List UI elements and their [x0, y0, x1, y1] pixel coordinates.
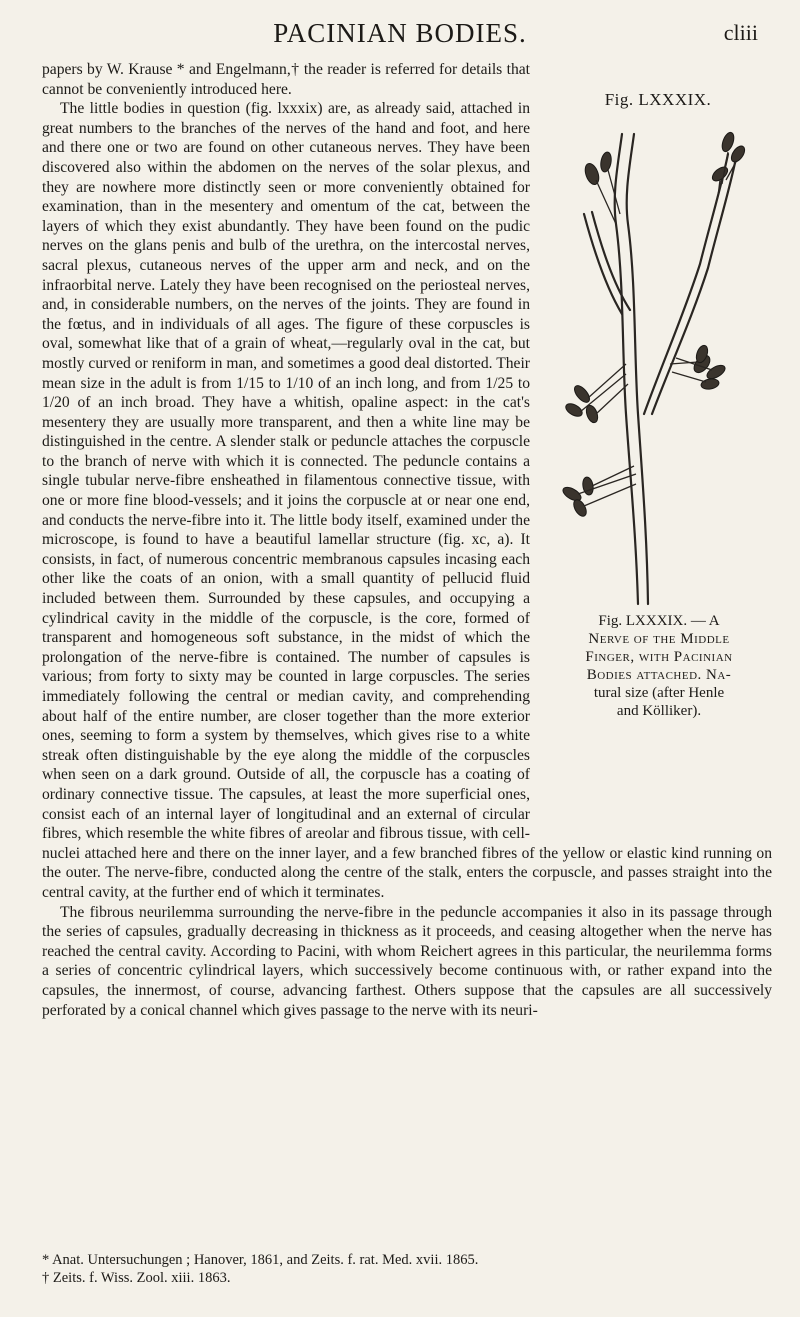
caption-line-4: Bodies attached. Na- — [586, 667, 732, 683]
page-number: cliii — [723, 20, 758, 45]
page-header — [0, 18, 800, 58]
footnote-1: * Anat. Untersuchungen ; Hanover, 1861, and Zeits. f. rat. Med. xvii. 1865. — [42, 1252, 479, 1268]
caption-line-5: tural size (after Henle — [593, 685, 725, 701]
paragraph-intro: papers by W. Krause * and Engelmann,† the reader is referred for details that cannot be conveniently introduced here. — [42, 61, 530, 98]
paragraph-neurilemma: The fibrous neurilemma surrounding the nerve-fibre in the peduncle accompanies it also in its passage through the series of capsules, gradually decreasing in thickness as it proceeds, and ceasing altogether when the nerve has reached the central cavity. According to Pacini, with whom Reichert agrees in this particular, the neurilemma forms a series of concentric cylindrical layers, which successively become continuous with, or rather expand into the capsules, the innermost, of course, advancing farthest. Others suppose that the capsules are all successively perforated by a conical channel which gives passage to the nerve with its neuri- — [42, 903, 772, 1019]
paragraph-main: The little bodies in question (fig. lxxxix) are, as already said, attached in great numbers to the branches of the nerves of the hand and foot, and here and there one or two are found on other cutaneous nerves. They have been discovered also within the abdomen on the nerves of the solar plexus, and they are nowhere more distinctly seen or more conveniently obtained for examination, than in the mesentery and omentum of the cat, between the layers of which they exist abundantly. They have been found on the pudic nerves on the glans penis and bulb of the urethra, on the intercostal nerves, sacral plexus, cutaneous nerves of the upper arm and neck, and on the infraorbital nerve. Lately they have been recognised on the periosteal nerves, and, in considerable numbers, on the nerves of the joints. They are found in the fœtus, and in individuals of all ages. The figure of these corpuscles is oval, somewhat like that of a grain of wheat,—regularly oval in the cat, but mostly curved or reniform in man, and sometimes a good deal distorted. Their mean size in the adult is from 1/15 to 1/10 of an inch long, and from 1/25 to 1/20 of an inch broad. They have a whitish, opaline aspect: in the cat's mesentery they are usually more transparent, and then a white line may be distinguished in the centre. A slender stalk or peduncle attaches the corpuscle to the branch of nerve with which it is connected. The peduncle contains a single tubular nerve-fibre ensheathed in filamentous connective tissue, with one or more fine blood-vessels; and it joins the corpuscle at or near one end, and conducts the nerve-fibre into it. The little body itself, examined under the microscope, is found to have a beautiful lamellar structure (fig. xc, a). It consists, in fact, of numerous concentric membranous capsules incasing each other like the coats of an onion, with a small quantity of pellucid fluid included between them. Surrounded by these capsules, and occupying a cylindrical cavity in the middle of the corpuscle, is the core, formed of transparent and homogeneous soft substance, in the midst of which the prolongation of the nerve-fibre is contained. The number of capsules is various; from forty to sixty may be counted in large corpuscles. The series immediately following the central or median cavity, and comprehending about half of the entire number, are closer together than the more exterior ones, seeming to form a system by themselves, which gives rise to a white streak often distinguishable by the eye along the middle of the corpuscles when seen on a dark ground. Outside of all, the corpuscle has a coating of ordinary connective tissue. The capsules, at least the more superficial ones, consist each of an internal layer of longitudinal and an external of circular fibres, which resemble the white fibres of areolar and fibrous tissue, with cell-nuclei attached here and there on the inner layer, and a few branched fibres of the yellow or elastic kind running on the outer. The nerve-fibre, conducted along the centre of the stalk, enters the corpuscle, and passes straight into the central cavity, at the further end of which it terminates. — [42, 100, 772, 901]
running-head: PACINIAN BODIES. — [273, 18, 527, 48]
caption-line-1: Fig. LXXXIX. — A — [598, 613, 720, 629]
caption-line-2: Nerve of the Middle — [588, 631, 730, 647]
caption-line-3: Finger, with Pacinian — [585, 649, 733, 665]
figure-label: Fig. LXXXIX. — [604, 90, 712, 109]
caption-line-6: and Kölliker). — [616, 703, 702, 719]
body-text — [42, 60, 772, 1020]
figure-caption — [554, 612, 764, 720]
footnotes — [42, 1251, 772, 1287]
nerve-illustration — [552, 114, 752, 614]
footnote-2: † Zeits. f. Wiss. Zool. xiii. 1863. — [42, 1270, 231, 1286]
figure-lxxxix — [544, 60, 772, 830]
